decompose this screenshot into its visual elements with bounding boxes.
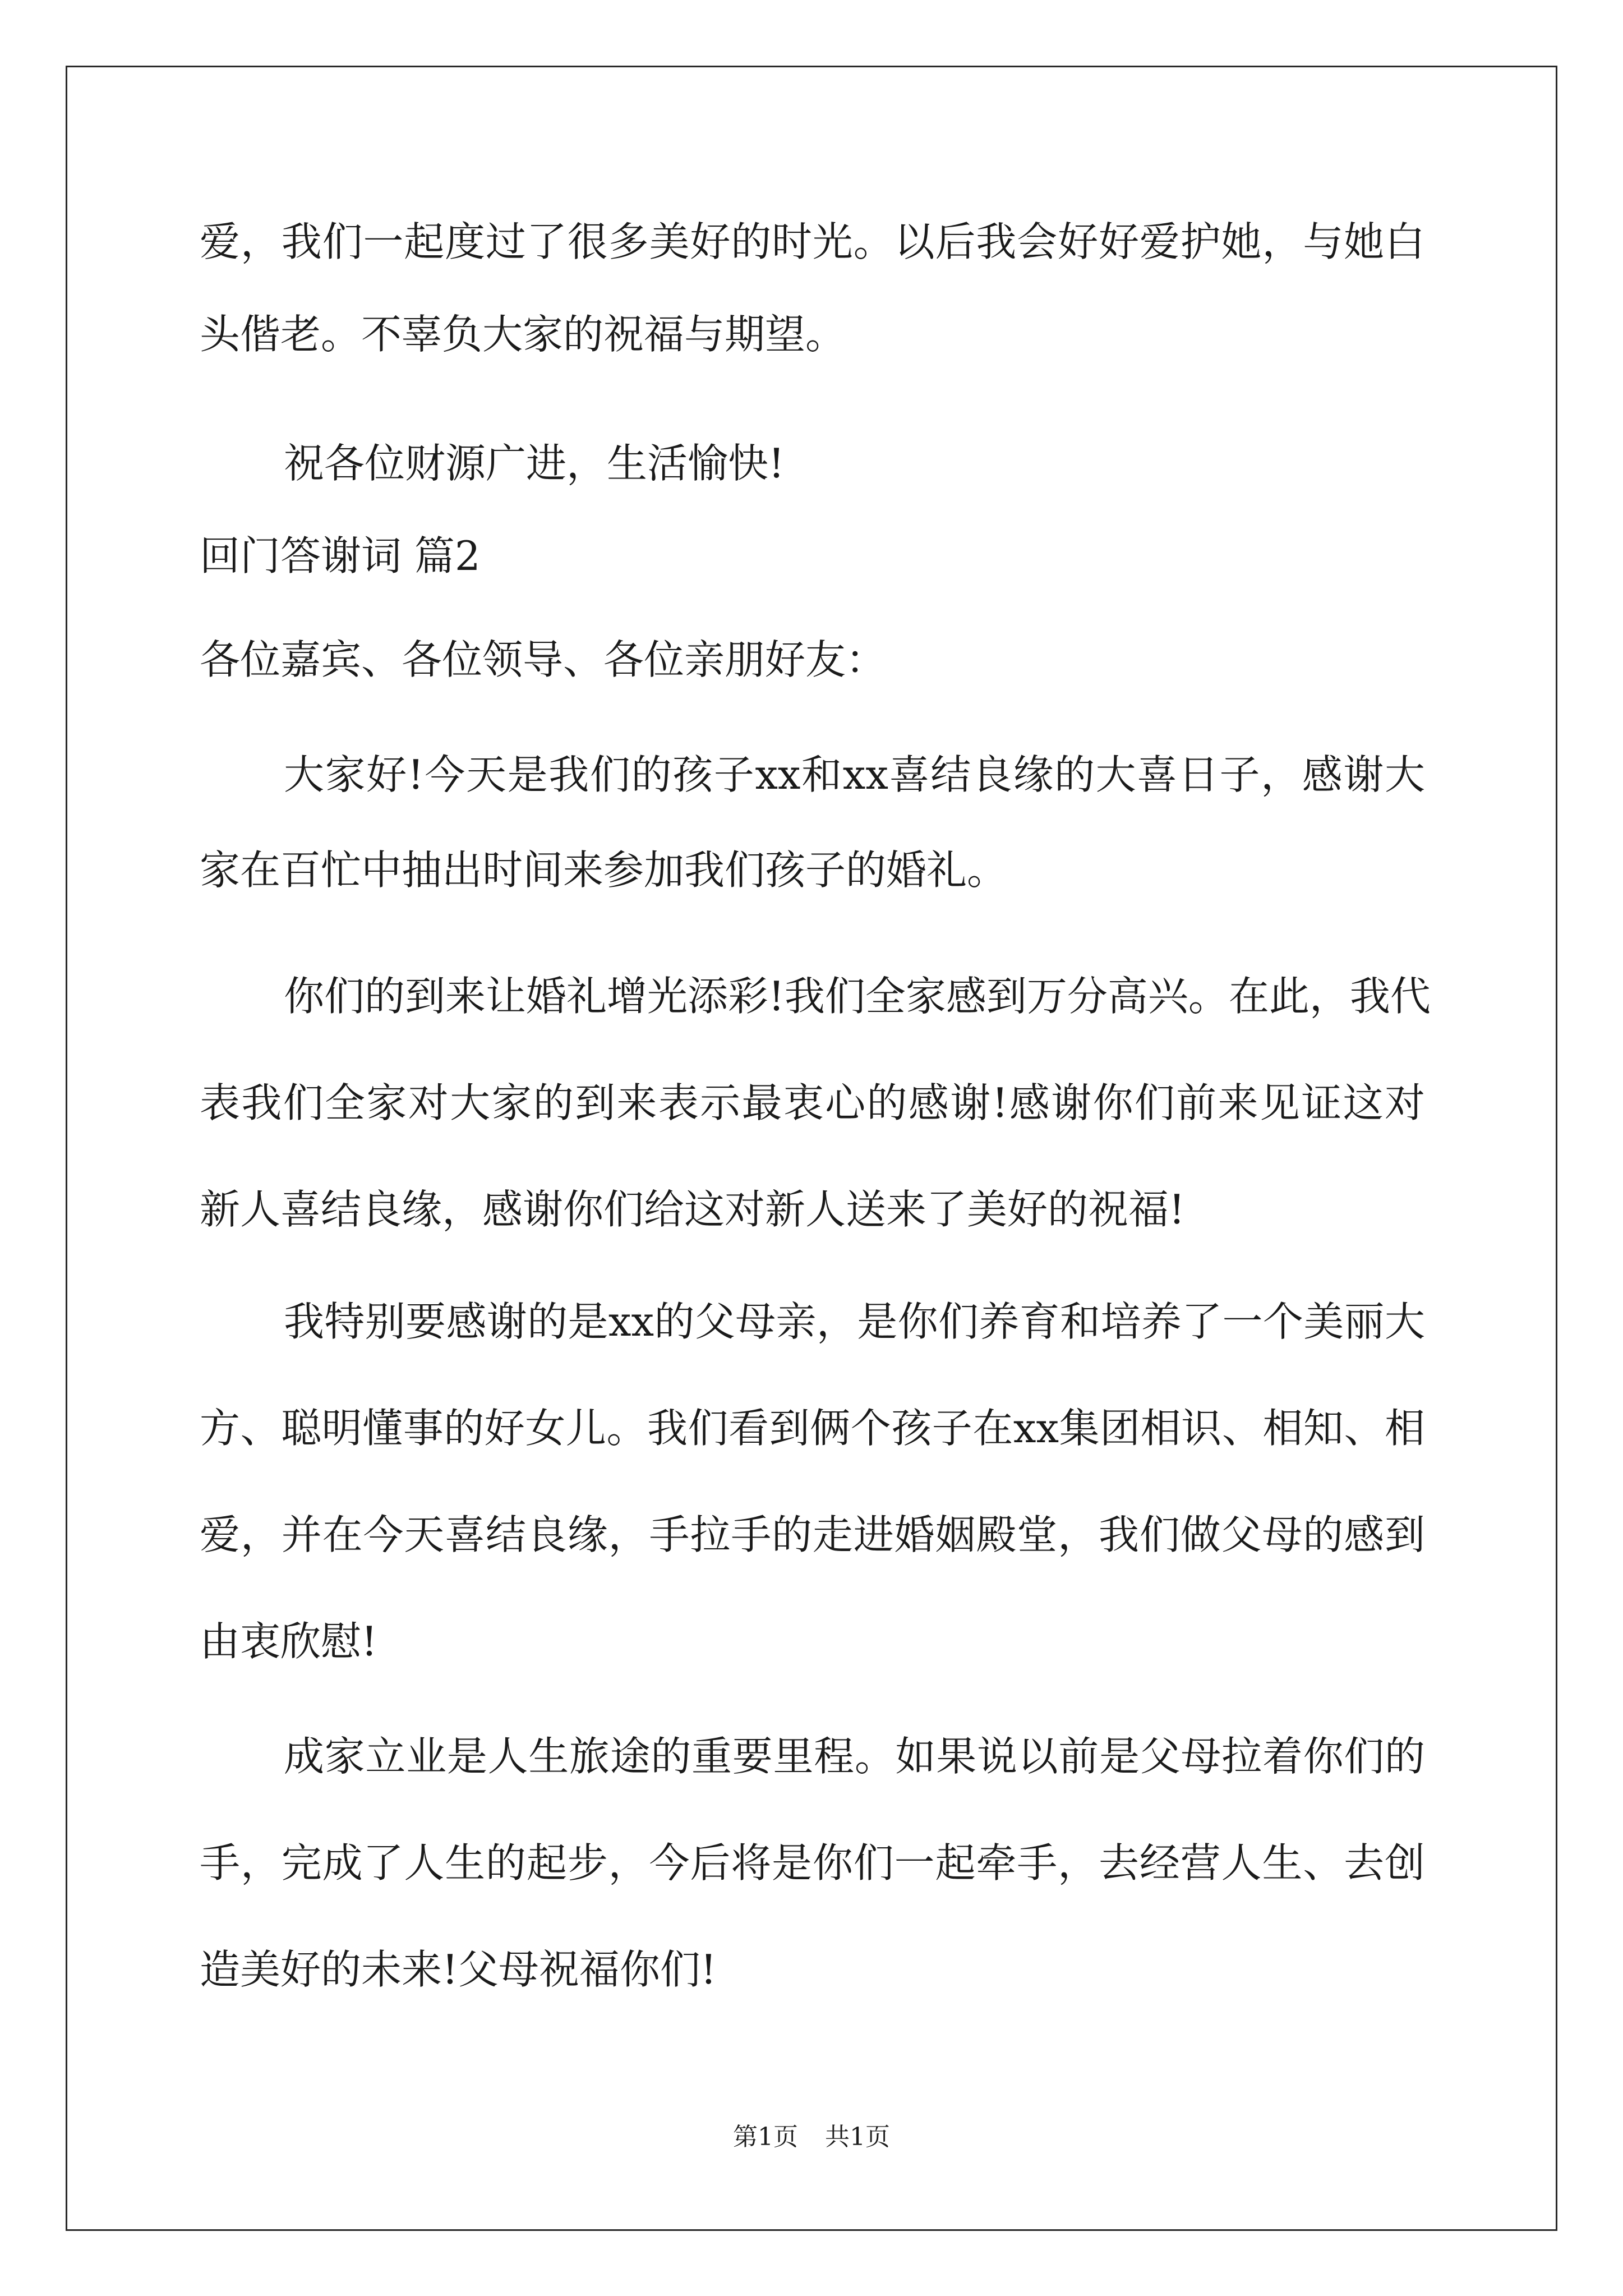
text-line: 家在百忙中抽出时间来参加我们孩子的婚礼。 [200,846,1008,894]
text-line: 头偕老。不辜负大家的祝福与期望。 [200,311,846,358]
text-line: 祝各位财源广进，生活愉快! [284,440,785,487]
text-line: 方、聪明懂事的好女儿。我们看到俩个孩子在xx集团相识、相知、相 [200,1405,1425,1452]
text-line: 我特别要感谢的是xx的父母亲，是你们养育和培养了一个美丽大 [284,1298,1425,1345]
text-line: 爱，并在今天喜结良缘，手拉手的走进婚姻殿堂，我们做父母的感到 [200,1511,1425,1558]
text-line: 手，完成了人生的起步，今后将是你们一起牵手，去经营人生、去创 [200,1839,1425,1887]
text-line: 成家立业是人生旅途的重要里程。如果说以前是父母拉着你们的 [284,1733,1425,1780]
text-line: 你们的到来让婚礼增光添彩!我们全家感到万分高兴。在此，我代 [284,973,1431,1020]
section-heading: 回门答谢词 篇2 [200,532,481,579]
page-number: 第1页 [733,2123,798,2151]
page-total: 共1页 [825,2123,890,2151]
text-line: 造美好的未来!父母祝福你们! [200,1946,717,1993]
page-border [66,66,1557,2231]
text-line: 爱，我们一起度过了很多美好的时光。以后我会好好爱护她，与她白 [200,218,1425,265]
page-footer [0,2125,1623,2150]
text-line: 新人喜结良缘，感谢你们给这对新人送来了美好的祝福! [200,1186,1185,1233]
text-line: 表我们全家对大家的到来表示最衷心的感谢!感谢你们前来见证这对 [200,1079,1425,1126]
text-line: 大家好!今天是我们的孩子xx和xx喜结良缘的大喜日子，感谢大 [284,751,1425,798]
salutation: 各位嘉宾、各位领导、各位亲朋好友： [200,636,887,683]
text-line: 由衷欣慰! [200,1618,377,1665]
